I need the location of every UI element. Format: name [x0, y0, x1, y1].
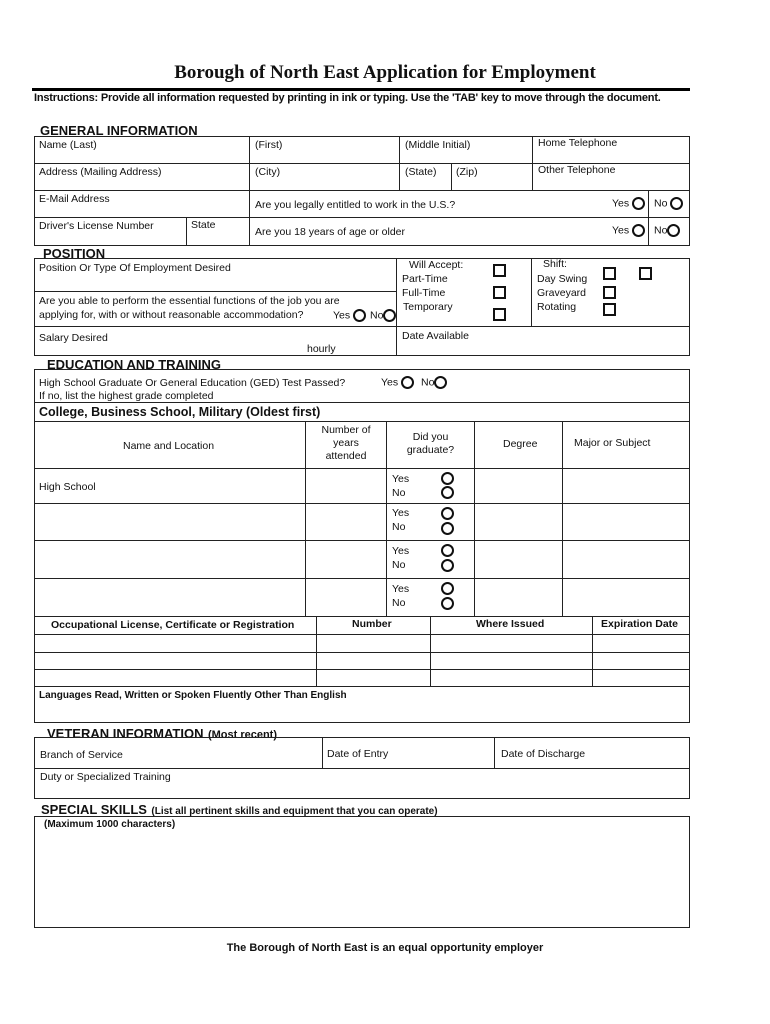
hourly-label: hourly	[307, 343, 336, 355]
grad-yes-label: Yes	[392, 583, 410, 595]
graveyard-label: Graveyard	[537, 287, 587, 299]
skills-textarea[interactable]	[34, 816, 690, 928]
home-telephone-field[interactable]: Home Telephone	[538, 137, 618, 149]
ged-yes-radio[interactable]	[401, 376, 414, 389]
col-major-subject: Major or Subject	[574, 437, 651, 449]
form-title: Borough of North East Application for Employment	[174, 62, 596, 83]
section-education-heading: EDUCATION AND TRAINING	[47, 357, 222, 372]
divider	[34, 768, 690, 769]
col-years-line: years	[333, 437, 359, 449]
section-general-heading: GENERAL INFORMATION	[40, 123, 198, 138]
grad-no-label: No	[392, 559, 406, 571]
row4-grad-no-radio[interactable]	[441, 597, 454, 610]
divider	[562, 421, 563, 616]
salary-desired-field[interactable]: Salary Desired	[39, 332, 108, 344]
divider	[494, 737, 495, 768]
essential-no-radio[interactable]	[383, 309, 396, 322]
branch-of-service-field[interactable]: Branch of Service	[40, 749, 123, 761]
divider	[34, 578, 690, 579]
row3-grad-no-radio[interactable]	[441, 559, 454, 572]
yes-label: Yes	[612, 197, 630, 210]
col-degree: Degree	[503, 438, 538, 450]
divider	[34, 503, 690, 504]
divider	[34, 421, 690, 422]
day-swing-label: Day Swing	[537, 273, 588, 285]
divider	[34, 686, 690, 687]
no-label: No	[654, 224, 668, 237]
col-expiration-date: Expiration Date	[601, 618, 679, 630]
legal-yes-option[interactable]	[612, 197, 645, 210]
veteran-heading-text: VETERAN INFORMATION	[47, 726, 204, 741]
divider	[34, 217, 690, 218]
grad-no-label: No	[392, 487, 406, 499]
email-field[interactable]: E-Mail Address	[39, 193, 110, 205]
legally-entitled-label: Are you legally entitled to work in the U.S.?	[255, 199, 456, 211]
divider	[316, 616, 317, 686]
divider	[186, 217, 187, 246]
instructions: Instructions: Provide all information requested by printing in ink or typing. Use the 'TAB' key to move through the document.	[34, 92, 661, 104]
day-swing-checkbox[interactable]	[603, 267, 616, 280]
full-time-checkbox[interactable]	[493, 286, 506, 299]
row1-grad-no-radio[interactable]	[441, 486, 454, 499]
essential-yes-option[interactable]	[333, 309, 366, 322]
age-no-radio[interactable]	[667, 224, 680, 237]
yes-label: Yes	[333, 309, 351, 322]
row2-grad-no-radio[interactable]	[441, 522, 454, 535]
grad-yes-label: Yes	[392, 473, 410, 485]
equal-opportunity-footer: The Borough of North East is an equal opportunity employer	[226, 942, 544, 954]
college-heading-text: College, Business School, Military	[39, 405, 243, 419]
section-position-heading: POSITION	[43, 246, 106, 261]
age-18-label: Are you 18 years of age or older	[255, 226, 406, 238]
graveyard-checkbox[interactable]	[603, 286, 616, 299]
ged-no-radio[interactable]	[434, 376, 447, 389]
zip-field[interactable]: (Zip)	[456, 166, 478, 178]
grad-yes-label: Yes	[392, 507, 410, 519]
middle-initial-field[interactable]: (Middle Initial)	[405, 139, 471, 151]
yes-label: Yes	[612, 224, 630, 237]
date-of-discharge-field[interactable]: Date of Discharge	[501, 748, 586, 760]
row2-grad-yes-radio[interactable]	[441, 507, 454, 520]
grad-no-label: No	[392, 521, 406, 533]
divider	[34, 468, 690, 469]
dl-state-field[interactable]: State	[191, 219, 216, 231]
position-desired-field[interactable]: Position Or Type Of Employment Desired	[39, 262, 231, 274]
duty-training-field[interactable]: Duty or Specialized Training	[40, 771, 171, 783]
no-label: No	[370, 309, 384, 322]
legal-no-option[interactable]	[654, 197, 683, 210]
no-label: No	[421, 376, 435, 389]
divider	[322, 737, 323, 768]
shift-label: Shift:	[543, 258, 567, 270]
other-telephone-field[interactable]: Other Telephone	[538, 164, 616, 176]
row1-grad-yes-radio[interactable]	[441, 472, 454, 485]
school-name-row1[interactable]: High School	[39, 481, 96, 493]
swing-checkbox[interactable]	[639, 267, 652, 280]
col-grad-line: graduate?	[406, 444, 455, 456]
first-name-field[interactable]: (First)	[255, 139, 283, 151]
age-yes-radio[interactable]	[632, 224, 645, 237]
grad-no-label: No	[392, 597, 406, 609]
divider	[34, 190, 690, 191]
col-where-issued: Where Issued	[476, 618, 545, 630]
divider	[399, 136, 400, 190]
row3-grad-yes-radio[interactable]	[441, 544, 454, 557]
temporary-checkbox[interactable]	[493, 308, 506, 321]
divider	[34, 326, 690, 327]
col-years-attended	[306, 424, 386, 463]
part-time-label: Part-Time	[402, 273, 448, 285]
legal-no-radio[interactable]	[670, 197, 683, 210]
divider	[531, 258, 532, 326]
temporary-label: Temporary	[403, 301, 453, 313]
ged-question: High School Graduate Or General Education (GED) Test Passed?	[39, 377, 346, 389]
part-time-checkbox[interactable]	[493, 264, 506, 277]
divider	[592, 616, 593, 686]
col-license: Occupational License, Certificate or Registration	[51, 619, 295, 631]
divider	[430, 616, 431, 686]
ged-no-option[interactable]	[421, 376, 447, 389]
col-grad-line: Did you	[412, 431, 449, 443]
rotating-label: Rotating	[537, 301, 577, 313]
skills-subheading: (List all pertinent skills and equipment that you can operate)	[151, 806, 438, 817]
last-name-field[interactable]: Name (Last)	[39, 139, 97, 151]
no-label: No	[654, 197, 668, 210]
skills-heading-text: SPECIAL SKILLS	[41, 802, 147, 817]
row4-grad-yes-radio[interactable]	[441, 582, 454, 595]
languages-field[interactable]: Languages Read, Written or Spoken Fluently Other Than English	[39, 690, 347, 701]
col-graduated	[387, 431, 474, 457]
ged-yes-option[interactable]	[381, 376, 414, 389]
divider	[249, 136, 250, 246]
essential-functions-line2: applying for, with or without reasonable accommodation?	[39, 309, 304, 321]
date-available-field[interactable]: Date Available	[402, 330, 469, 342]
oldest-first-note: (Oldest first)	[246, 405, 321, 419]
divider	[474, 421, 475, 616]
essential-no-option[interactable]	[370, 309, 396, 322]
divider	[396, 258, 397, 356]
age-no-option[interactable]	[654, 224, 680, 237]
divider	[532, 136, 533, 190]
drivers-license-field[interactable]: Driver's License Number	[39, 220, 154, 232]
essential-yes-radio[interactable]	[353, 309, 366, 322]
divider	[34, 291, 396, 292]
veteran-most-recent: (Most recent)	[207, 729, 277, 741]
full-time-label: Full-Time	[402, 287, 446, 299]
col-years-line: Number of	[321, 424, 371, 436]
age-yes-option[interactable]	[612, 224, 645, 237]
city-field[interactable]: (City)	[255, 166, 281, 178]
col-name-location: Name and Location	[123, 440, 215, 452]
essential-functions-line1: Are you able to perform the essential functions of the job you are	[39, 295, 340, 307]
state-field[interactable]: (State)	[405, 166, 437, 178]
col-number: Number	[352, 618, 392, 630]
yes-label: Yes	[381, 376, 399, 389]
divider	[34, 540, 690, 541]
divider	[648, 190, 649, 246]
skills-max-chars: (Maximum 1000 characters)	[44, 819, 176, 830]
divider	[34, 402, 690, 403]
grad-yes-label: Yes	[392, 545, 410, 557]
title-rule	[32, 88, 690, 91]
rotating-checkbox[interactable]	[603, 303, 616, 316]
college-heading	[39, 405, 320, 419]
legal-yes-radio[interactable]	[632, 197, 645, 210]
will-accept-label: Will Accept:	[409, 259, 464, 271]
date-of-entry-field[interactable]: Date of Entry	[327, 748, 389, 760]
col-years-line: attended	[325, 450, 367, 462]
divider	[451, 163, 452, 190]
highest-grade-field[interactable]: If no, list the highest grade completed	[39, 390, 214, 402]
address-field[interactable]: Address (Mailing Address)	[39, 166, 162, 178]
